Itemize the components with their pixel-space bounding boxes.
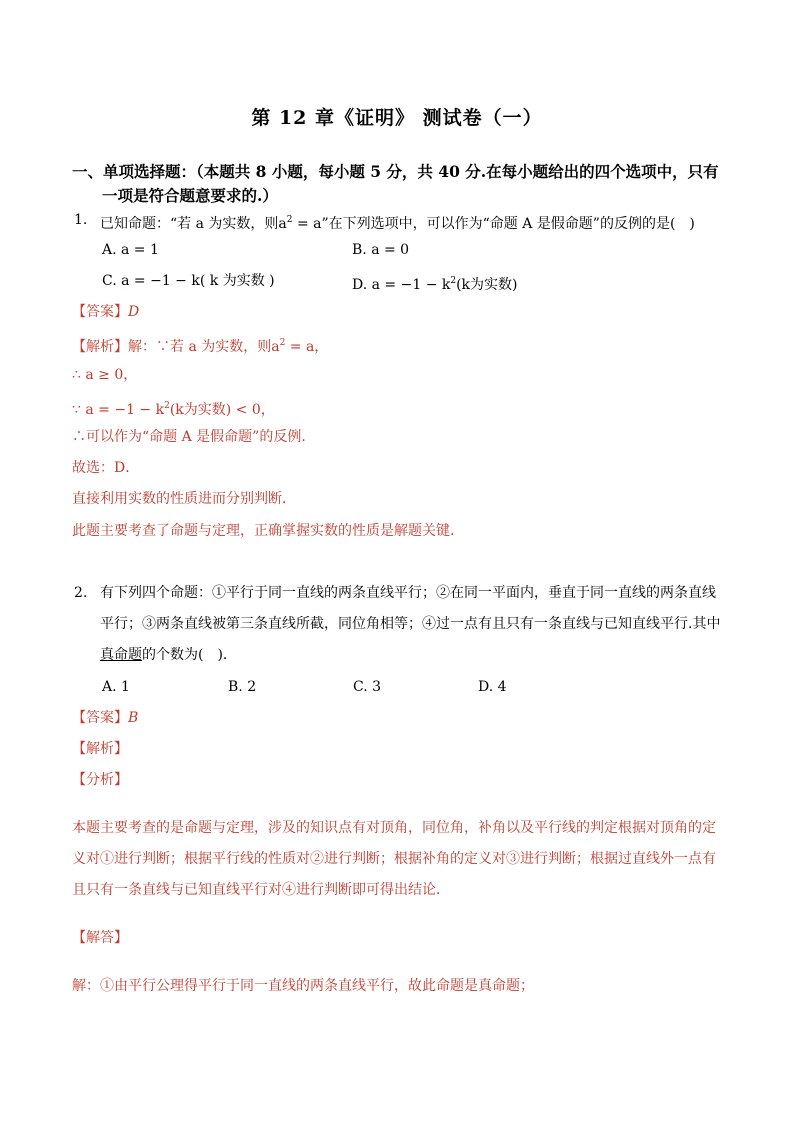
q2-fenxi-label: 【分析】 <box>72 772 128 788</box>
q2-line2: 平行；③两条直线被第三条直线所截，同位角相等；④过一点有且只有一条直线与已知直线平行.其中 <box>100 616 721 632</box>
page-title: 第 12 章《证明》 测试卷（一） <box>251 107 543 129</box>
q1-answer <box>72 302 139 322</box>
q1-stem-sup: 2 <box>286 215 293 225</box>
q2-answer-value: B <box>128 710 139 726</box>
q2-analysis-label: 【解析】 <box>72 741 128 757</box>
q2-number: 2. <box>74 585 88 601</box>
q1-answer-label: 【答案】 <box>72 304 128 320</box>
q2-line3-rest: 的个数为( )． <box>142 647 237 663</box>
q1-option-a: A. a = 1 <box>102 242 159 258</box>
q1-note1: 直接利用实数的性质进而分别判断． <box>72 491 296 507</box>
q2-fenxi-line1: 本题主要考查的是命题与定理，涉及的知识点有对顶角，同位角，补角以及平行线的判定根据对顶角的定 <box>72 820 716 836</box>
q1-step2 <box>72 396 275 420</box>
q1-option-d-sup: 2 <box>450 276 457 286</box>
q2-fenxi-line2: 义对①进行判断；根据平行线的性质对②进行判断；根据补角的定义对③进行判断；根据过直线外一点有 <box>72 851 716 867</box>
q1-step1: ∴ a ≥ 0， <box>72 367 138 383</box>
q1-analysis-part2: = a， <box>285 339 329 355</box>
q1-number: 1. <box>74 212 88 228</box>
q1-option-d-part2: (k为实数) <box>456 277 518 293</box>
q1-analysis-label: 【解析】 <box>72 339 128 355</box>
q2-line1: 有下列四个命题：①平行于同一直线的两条直线平行；②在同一平面内，垂直于同一直线的两条直线 <box>100 585 716 601</box>
q2-option-a: A. 1 <box>102 679 130 695</box>
q1-step3: ∴可以作为“命题 A 是假命题”的反例． <box>72 429 316 445</box>
q2-fenxi-line3: 且只有一条直线与已知直线平行对④进行判断即可得出结论． <box>72 882 450 898</box>
q1-stem <box>100 210 695 234</box>
q1-step2-part1: ∵ a = −1 − k <box>72 402 165 418</box>
q1-step2-part2: (k为实数) < 0， <box>169 402 275 418</box>
q1-analysis <box>72 333 328 357</box>
q2-option-d: D. 4 <box>478 679 507 695</box>
q2-jieda-line1: 解：①由平行公理得平行于同一直线的两条直线平行，故此命题是真命题； <box>72 978 534 994</box>
q2-option-b: B. 2 <box>228 679 257 695</box>
q2-option-c: C. 3 <box>353 679 382 695</box>
q2-answer <box>72 708 138 728</box>
q1-step2-sup: 2 <box>164 401 170 411</box>
q1-stem-part1: 已知命题：“若 a 为实数，则a <box>100 216 287 232</box>
section-heading-line1: 一、单项选择题：（本题共 8 小题，每小题 5 分，共 40 分.在每小题给出的四个选项中，只有 <box>72 162 719 181</box>
section-heading <box>72 160 719 208</box>
q1-answer-value: D <box>128 304 140 320</box>
section-heading-line2: 一项是符合题意要求的.） <box>102 186 278 205</box>
q2-line3-underlined: 真命题 <box>100 647 142 663</box>
q2-answer-label: 【答案】 <box>72 710 128 726</box>
q1-analysis-part1: 解：∵若 a 为实数，则a <box>128 339 280 355</box>
q1-option-c: C. a = −1 − k( k 为实数 ) <box>102 273 275 289</box>
q1-option-d-part1: D. a = −1 − k <box>352 277 451 293</box>
q1-option-b: B. a = 0 <box>352 242 410 258</box>
q1-option-d <box>352 271 518 295</box>
q1-stem-part2: = a”在下列选项中，可以作为“命题 A 是假命题”的反例的是( ) <box>292 216 695 232</box>
q1-note2: 此题主要考查了命题与定理，正确掌握实数的性质是解题关键． <box>72 523 464 539</box>
q1-analysis-sup: 2 <box>279 338 286 348</box>
q2-jieda-label: 【解答】 <box>72 930 128 946</box>
q2-line3 <box>100 645 237 665</box>
q1-choose: 故选：D． <box>72 460 140 476</box>
